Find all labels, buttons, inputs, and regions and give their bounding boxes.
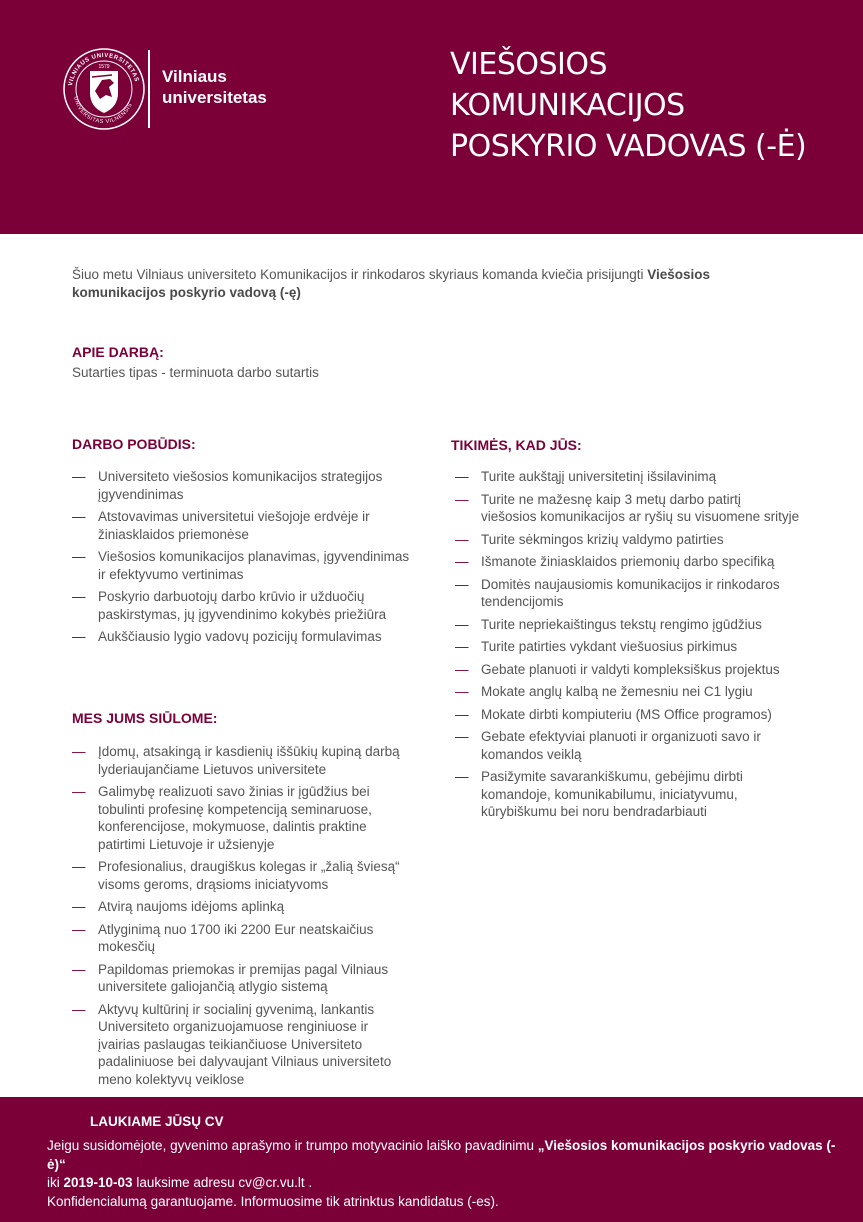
footer-banner [0, 1097, 863, 1222]
list-item-text: Atvirą naujoms idėjoms aplinką [98, 899, 285, 914]
footer-body [47, 1137, 847, 1211]
list-item-text: Išmanote žiniasklaidos priemonių darbo specifiką [481, 554, 775, 569]
dash-marker: — [72, 509, 86, 524]
intro-text: Šiuo metu Vilniaus universiteto Komunikacijos ir rinkodaros skyriaus komanda kviečia prisijungti [72, 267, 648, 282]
title-line: KOMUNIKACIJOS [450, 88, 685, 123]
offer-list [72, 743, 407, 1093]
university-name-line2: universitetas [162, 88, 267, 107]
list-item-text: Atstovavimas universitetui viešojoje erdvėje ir žiniasklaidos priemonėse [98, 509, 370, 542]
university-seal-icon [62, 47, 146, 131]
list-item [455, 683, 800, 701]
dash-marker: — [455, 576, 469, 592]
list-item [72, 961, 407, 996]
list-item-text: Mokate dirbti kompiuteriu (MS Office programos) [481, 706, 772, 722]
list-item-text: Gebate planuoti ir valdyti kompleksiškus projektus [481, 661, 780, 677]
list-item [455, 531, 800, 549]
job-nature-heading: DARBO POBŪDIS: [72, 436, 196, 452]
university-name [162, 66, 267, 108]
list-item [72, 468, 417, 503]
dash-marker: — [72, 589, 86, 604]
list-item-text: Pasižymite savarankiškumu, gebėjimu dirbti komandoje, komunikabilumu, iniciatyvumu, kūrybiškumu bei noru bendradarbiauti [481, 769, 743, 819]
about-heading: APIE DARBĄ: [72, 344, 164, 360]
list-item [455, 553, 800, 571]
dash-marker: — [72, 629, 86, 644]
svg-text:1579: 1579 [98, 64, 110, 70]
header-banner [0, 0, 863, 234]
offer-heading: MES JUMS SIŪLOME: [72, 710, 218, 726]
svg-text:VILNIAUS UNIVERSITETAS: VILNIAUS UNIVERSITETAS [68, 52, 140, 87]
dash-marker: — [72, 744, 86, 759]
footer-line-1 [47, 1137, 847, 1174]
contract-type: Sutarties tipas - terminuota darbo sutartis [72, 365, 319, 380]
list-item [455, 706, 800, 724]
list-item [72, 898, 407, 916]
list-item-text: Turite nepriekaištingus tekstų rengimo įgūdžius [481, 616, 762, 632]
list-item-text: Turite ne mažesnę kaip 3 metų darbo patirtį viešosios komunikacijos ar ryšių su visuomene srityje [481, 491, 800, 524]
dash-marker: — [455, 661, 469, 677]
list-item-text: Turite aukštąjį universitetinį išsilavinimą [481, 469, 717, 484]
list-item [72, 783, 407, 853]
dash-marker: — [455, 531, 469, 547]
footer-email-text[interactable]: lauksime adresu cv@cr.vu.lt . [132, 1175, 313, 1190]
list-item-text: Aktyvų kultūrinį ir socialinį gyvenimą, lankantis Universiteto organizuojamuose renginiuose ir įvairias paslaugas teikiančiuose Universiteto padaliniuose bei dalyvaujant Vilniaus universiteto meno kolektyvų veiklose [98, 1001, 392, 1087]
job-nature-list [72, 468, 417, 651]
intro-paragraph [72, 266, 752, 302]
dash-marker: — [455, 729, 469, 744]
list-item-text: Poskyrio darbuotojų darbo krūvio ir užduočių paskirstymas, jų įgyvendinimo kokybės priežiūra [98, 589, 387, 622]
title-line: POSKYRIO VADOVAS (-Ė) [450, 129, 807, 164]
expect-list [455, 468, 800, 826]
dash-marker: — [455, 491, 469, 507]
title-line: VIEŠOSIOS [450, 47, 608, 82]
list-item [72, 921, 407, 956]
list-item-text: Atlyginimą nuo 1700 iki 2200 Eur neatskaičius mokesčių [98, 921, 374, 954]
page-title [450, 44, 806, 167]
dash-marker: — [72, 859, 86, 874]
list-item-text: Papildomas priemokas ir premijas pagal Vilniaus universitete galiojančią atlygio sistemą [98, 961, 389, 994]
dash-marker: — [72, 469, 86, 484]
footer-text: iki [47, 1175, 64, 1190]
footer-position-title: „Viešosios komunikacijos poskyrio vadovas (-ė)“ [47, 1138, 836, 1172]
list-item [455, 468, 800, 486]
list-item [72, 508, 417, 543]
list-item-text: Profesionalius, draugiškus kolegas ir „žalią šviesą“ visoms geroms, drąsioms iniciatyvoms [98, 859, 400, 892]
expect-heading: TIKIMĖS, KAD JŪS: [451, 437, 582, 453]
list-item [72, 548, 417, 583]
footer-title: LAUKIAME JŪSŲ CV [90, 1114, 224, 1129]
list-item-text: Mokate anglų kalbą ne žemesniu nei C1 lygiu [481, 684, 753, 699]
list-item [72, 1001, 407, 1089]
list-item [455, 576, 800, 611]
dash-marker: — [72, 549, 86, 564]
footer-line-3: Konfidencialumą garantuojame. Informuosime tik atrinktus kandidatus (-es). [47, 1193, 499, 1209]
list-item-text: Gebate efektyviai planuoti ir organizuoti savo ir komandos veiklą [481, 729, 761, 762]
footer-deadline-date: 2019-10-03 [63, 1175, 133, 1190]
logo-divider [148, 50, 150, 128]
list-item [455, 768, 800, 821]
list-item-text: Turite patirties vykdant viešuosius pirkimus [481, 639, 738, 654]
dash-marker: — [72, 1001, 86, 1017]
intro-bold-position: Viešosios komunikacijos poskyrio vadovą (-ę) [72, 267, 711, 300]
footer-line-2 [47, 1174, 847, 1193]
dash-marker: — [455, 639, 469, 654]
dash-marker: — [455, 706, 469, 722]
dash-marker: — [455, 616, 469, 632]
list-item-text: Galimybę realizuoti savo žinias ir įgūdžius bei tobulinti profesinę kompetenciją seminaruose, konferencijose, mokymuose, dalintis praktine patirtimi Lietuvoje ir užsienyje [98, 784, 372, 852]
svg-text:UNIVERSITAS VILNENSIS: UNIVERSITAS VILNENSIS [72, 95, 134, 126]
university-name-line1: Vilniaus [162, 67, 227, 86]
list-item-text: Domitės naujausiomis komunikacijos ir rinkodaros tendencijomis [481, 576, 780, 609]
dash-marker: — [72, 899, 86, 914]
list-item-text: Universiteto viešosios komunikacijos strategijos įgyvendinimas [98, 469, 383, 502]
list-item [455, 728, 800, 763]
list-item-text: Viešosios komunikacijos planavimas, įgyvendinimas ir efektyvumo vertinimas [98, 549, 410, 582]
list-item [455, 491, 800, 526]
dash-marker: — [455, 554, 469, 569]
list-item [72, 743, 407, 778]
list-item [72, 588, 417, 623]
dash-marker: — [455, 769, 469, 784]
dash-marker: — [72, 961, 86, 977]
dash-marker: — [72, 784, 86, 799]
list-item [72, 628, 417, 646]
list-item [455, 661, 800, 679]
list-item [455, 638, 800, 656]
list-item-text: Aukščiausio lygio vadovų pozicijų formulavimas [98, 629, 382, 644]
footer-text: Jeigu susidomėjote, gyvenimo aprašymo ir trumpo motyvacinio laiško pavadinimu [47, 1138, 538, 1153]
list-item [455, 616, 800, 634]
dash-marker: — [455, 469, 469, 484]
dash-marker: — [455, 684, 469, 699]
list-item-text: Įdomų, atsakingą ir kasdienių iššūkių kupiną darbą lyderiaujančiame Lietuvos universitete [98, 744, 400, 777]
dash-marker: — [72, 921, 86, 937]
list-item [72, 858, 407, 893]
list-item-text: Turite sėkmingos krizių valdymo patirties [481, 531, 724, 547]
